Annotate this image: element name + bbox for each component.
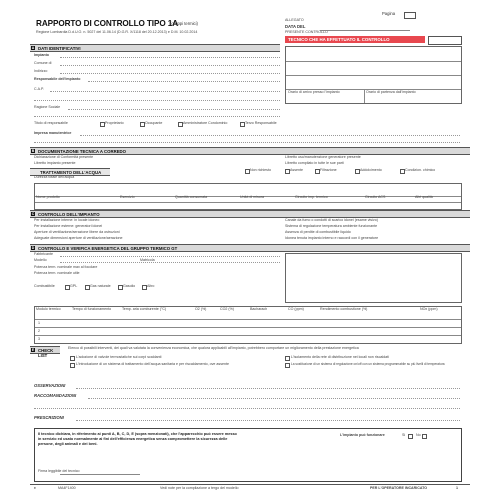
option-label-3: Amministratore Condominio [183, 121, 228, 125]
fabbricante-line[interactable] [60, 256, 280, 257]
fuel-label-3: Gasolio [123, 284, 136, 288]
report-title: RAPPORTO DI CONTROLLO TIPO 1A [36, 19, 179, 28]
d-row-3: 3 [38, 337, 40, 341]
prescrizioni-label: PRESCRIZIONI [34, 415, 64, 420]
comune-label: Comune di [34, 61, 52, 65]
impianto-no-checkbox[interactable] [422, 434, 427, 439]
b-line-4: Libretto compilato in tutte le sue parti [285, 161, 344, 165]
impianto-no-label: No [416, 433, 421, 437]
option-label-2: Occupante [145, 121, 163, 125]
partenza-label: Orario di partenza dall'impianto [366, 90, 416, 94]
b-col-6: Circuito ACS [365, 195, 386, 199]
section-e-title: CHECK LIST [38, 348, 54, 358]
durezza-label: Durezza totale dell'acqua [34, 175, 75, 179]
b-col-4: Unità di misura [240, 195, 264, 199]
c-right-3: Assenza di perdite di combustibile liquido [285, 230, 351, 234]
potenza-label: Potenza term. nominale max al focolare [34, 265, 98, 269]
section-d-letter: D [31, 245, 35, 250]
indirizzo-line[interactable] [60, 73, 280, 74]
impresa-label: Impresa manutentrice [34, 131, 72, 135]
technician-code-box[interactable] [428, 36, 462, 45]
section-a-letter: A [31, 45, 35, 50]
firma-line[interactable] [60, 474, 140, 475]
c-right-4: Idonea tenuta impianto interno e raccordi con il generatore [285, 236, 379, 240]
potenza-utile-label: Potenza term. nominale utile [34, 271, 80, 275]
technician-banner-text: TECNICO CHE HA EFFETTUATO IL CONTROLLO [288, 36, 390, 42]
b-line-2: Libretto impianto presente [34, 161, 76, 165]
raccomandazioni-line[interactable] [88, 398, 460, 399]
trattamento-opt-4: Addolcimento [360, 168, 382, 172]
firma-label: Firma leggibile del tecnico [38, 469, 80, 473]
section-b-letter: B [31, 148, 35, 153]
b-col-7: Altri qualità [415, 195, 433, 199]
checklist-cb-2[interactable] [285, 356, 290, 361]
matricola-label: Matricola [140, 258, 155, 262]
fabbricante-label: Fabbricante [34, 252, 53, 256]
impresa-line[interactable] [80, 135, 460, 136]
d-col-3: Temp. aria comburente (°C) [122, 307, 167, 311]
form-code: MA4F1400 [58, 486, 76, 490]
technician-fields[interactable] [285, 46, 462, 104]
trattamento-opt-2: Assente [290, 168, 303, 172]
modello-label: Modello [34, 258, 47, 262]
c-right-2: Sistema di regolazione temperatura ambiente funzionante [285, 224, 378, 228]
presente-controllo-label: PRESENTE CONTROLLO [285, 30, 328, 34]
cap-line[interactable] [50, 91, 280, 92]
impianto-si-checkbox[interactable] [408, 434, 413, 439]
indirizzo-label: Indirizzo [34, 69, 48, 73]
d-col-4: O2 (%) [195, 307, 207, 311]
b-col-3: Quantità consumata [175, 195, 208, 199]
technician-banner [285, 36, 425, 43]
section-d-title: CONTROLLO E VERIFICA ENERGETICA DEL GRUPPO TERMICO GT [38, 246, 178, 251]
page-label: Pagina [382, 11, 396, 16]
report-title-suffix: (gruppi termici) [170, 21, 198, 26]
checklist-item-4: La sostituzione di un sistema di regolazione on/off con un sistema programmabile su più livelli di temperatura [291, 362, 445, 366]
section-a-header [30, 44, 280, 52]
section-c-letter: C [31, 211, 35, 216]
bottom-rule [30, 484, 470, 485]
section-d-header [30, 244, 470, 252]
report-page [30, 8, 470, 493]
cap-label: C.A.P. [34, 87, 44, 91]
d-col-2: Tempo di funzionamento [72, 307, 112, 311]
d-col-9: NOx (ppm) [420, 307, 438, 311]
impianto-line[interactable] [60, 57, 280, 58]
section-e-letter: E [31, 347, 35, 352]
page-number-box[interactable] [404, 12, 416, 19]
checklist-intro: Elenco di possibili interventi, dei quali va valutata la convenienza economica, che qualora applicabili all'impianto, potrebbero comportare un miglioramento della prestazione energetica [68, 346, 359, 350]
allegato-label: ALLEGATO [285, 18, 304, 22]
trattamento-opt-3: Filtrazione [320, 168, 337, 172]
impianto-funziona-label: L'impianto può funzionare [340, 433, 385, 437]
page-number: 1 [456, 486, 458, 490]
c-left-2: Per installazione esterne: generatori idonei [34, 224, 103, 228]
checklist-item-2: L'isolamento della rete di distribuzione nei locali non riscaldati [291, 355, 389, 359]
b-col-5: Circuito imp. termico [295, 195, 328, 199]
d-col-5: CO2 (%) [220, 307, 234, 311]
raccomandazioni-label: RACCOMANDAZIONI [34, 393, 77, 398]
checklist-item-3: L'introduzione di un sistema di trattamento dell'acqua sanitaria e per riscaldamento, ove assente [76, 362, 229, 366]
d-col-8: Rendimento combustione (%) [320, 307, 368, 311]
responsabile-label: Responsabile dell'impianto [34, 77, 81, 81]
date-line [320, 30, 410, 31]
c-left-4: Adeguate dimensioni aperture di ventilazione/aerazione [34, 236, 123, 240]
section-c-title: CONTROLLO DELL'IMPIANTO [38, 212, 100, 217]
trattamento-opt-5: Condizion. chimico [405, 168, 436, 172]
operatore-label: PER L'OPERATORE INCARICATO [370, 486, 428, 490]
b-col-1: Nome prodotto [36, 195, 60, 199]
d-col-1: Modulo termico [36, 307, 61, 311]
prescrizioni-line[interactable] [76, 420, 460, 421]
declaration-text: Il tecnico dichiara, in riferimento ai punti A, B, C, D, E (sopra menzionati), che l'apparecchio può essere messo in servizio ed usato normalmente ai fini dell'efficienza energetica senza compromettere la sicurezza delle persone, degli animali e dei beni. [38, 432, 237, 446]
section-b-title: DOCUMENTAZIONE TECNICA A CORREDO [38, 149, 127, 154]
logo-text: ♦ [34, 486, 36, 490]
d-right-block[interactable] [285, 253, 462, 303]
checklist-cb-1[interactable] [70, 356, 75, 361]
d-row-2: 2 [38, 329, 40, 333]
blank-line-3[interactable] [34, 142, 460, 143]
fuel-label-2: Gas naturale [90, 284, 111, 288]
osservazioni-line[interactable] [76, 388, 460, 389]
c-left-3: Aperture di ventilazione/aerazione libere da ostruzioni [34, 230, 120, 234]
checklist-cb-3[interactable] [70, 363, 75, 368]
regulation-text: Regione Lombardia D.d.U.O. n. 5027 del 11.06.14 (D.G.R. X/1118 del 20.12.2013) e D.M. 10.02.2014 [36, 30, 198, 34]
checklist-cb-4[interactable] [285, 363, 290, 368]
fuel-label-1: GPL [70, 284, 78, 288]
option-label-1: Proprietario [105, 121, 124, 125]
b-line-1: Dichiarazione di Conformità presente [34, 155, 94, 159]
fuel-label-4: Altro [147, 284, 155, 288]
orario-label: Orario di arrivo presso l'impianto [288, 90, 340, 94]
ragione-label: Ragione Sociale [34, 105, 61, 109]
option-label-4: Terzo Responsabile [245, 121, 277, 125]
d-row-1: 1 [38, 321, 40, 325]
osservazioni-label: OSSERVAZIONI [34, 383, 66, 388]
section-b-header [30, 147, 470, 155]
water-treatment-title: TRATTAMENTO DELL'ACQUA [40, 170, 102, 175]
d-col-7: CO (ppm) [288, 307, 304, 311]
compilation-note: Vedi note per la compilazione a tergo del modello [160, 486, 239, 490]
b-col-2: Esercizio [120, 195, 135, 199]
combustion-table[interactable] [34, 306, 462, 344]
trattamento-opt-1: Non richiesto [250, 168, 271, 172]
checklist-item-1: L'adozione di valvole termostatiche sui corpi scaldanti [76, 355, 162, 359]
c-left-1: Per installazione interne: in locale idoneo [34, 218, 100, 222]
combustibile-label: Combustibile [34, 284, 55, 288]
section-c-header [30, 210, 470, 218]
c-right-1: Canale da fumo o condotti di scarico idonei (esame visivo) [285, 218, 378, 222]
impianto-label: Impianto [34, 53, 49, 57]
section-e-header [30, 346, 60, 358]
titolo-label: Titolo di responsabile [34, 121, 68, 125]
d-col-6: Bacharach [250, 307, 268, 311]
blank-line-2[interactable] [34, 116, 280, 117]
impianto-si-label: Si [402, 433, 406, 437]
modello-line[interactable] [60, 262, 280, 263]
b-line-3: Libretto uso/manutenzione generatore presente [285, 155, 361, 159]
comune-line[interactable] [60, 65, 280, 66]
blank-line-1[interactable] [34, 100, 280, 101]
section-a-title: DATI IDENTIFICATIVI [38, 46, 81, 51]
data-del-label: DATA DEL [285, 24, 306, 29]
blank-line-4[interactable] [34, 408, 460, 409]
responsabile-line[interactable] [88, 81, 280, 82]
ragione-line[interactable] [68, 109, 280, 110]
